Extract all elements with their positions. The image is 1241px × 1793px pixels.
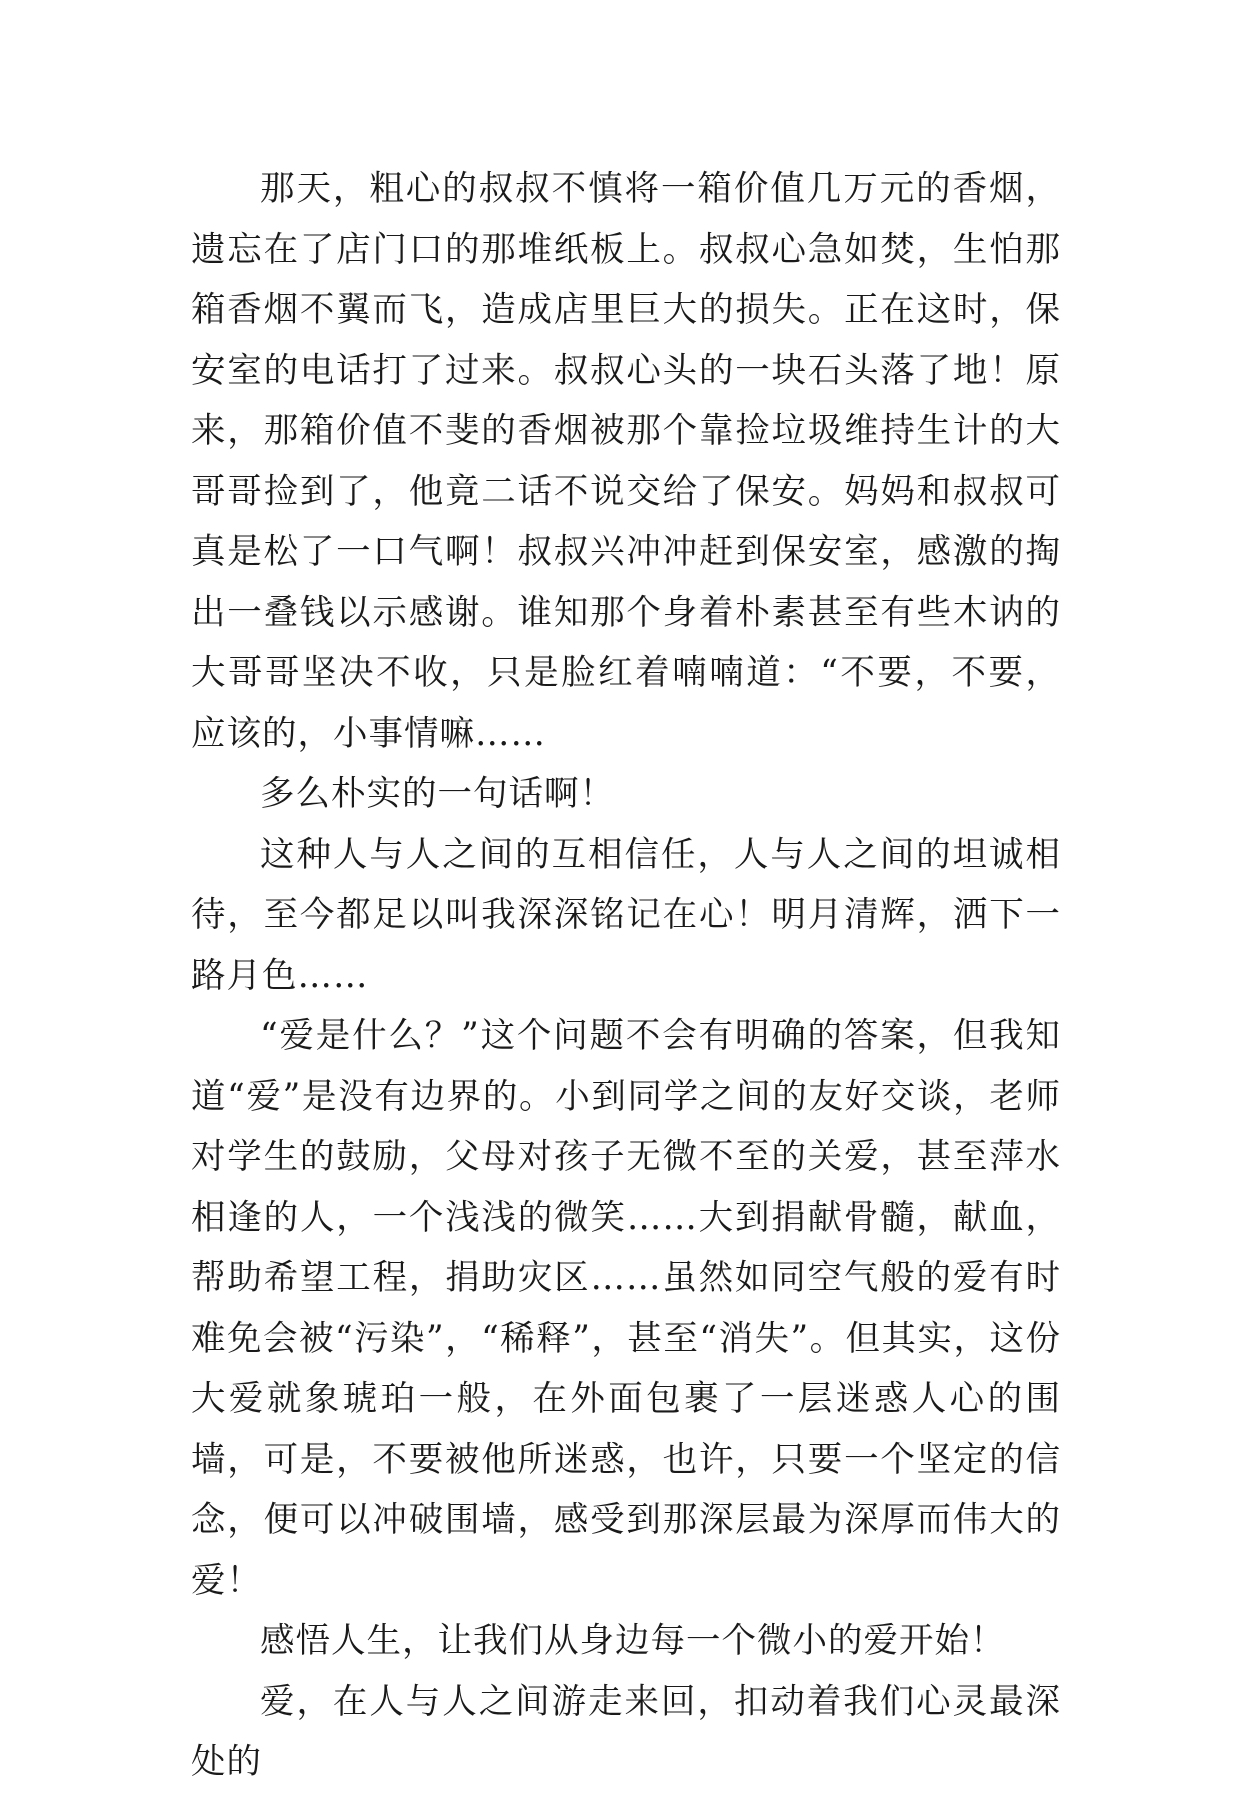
paragraph-love-between-people: 爱，在人与人之间游走来回，扣动着我们心灵最深处的 bbox=[191, 1681, 1061, 1782]
essay-body bbox=[191, 159, 1061, 1793]
paragraph-what-is-love: “爱是什么？”这个问题不会有明确的答案，但我知道“爱”是没有边界的。小到同学之间的友好交谈，老师对学生的鼓励，父母对孩子无微不至的关爱，甚至萍水相逢的人，一个浅浅的微笑……大到捐献骨髓，献血，帮助希望工程，捐助灾区……虽然如同空气般的爱有时难免会被“污染”，“稀释”，甚至“消失”。但其实，这份大爱就象琥珀一般，在外面包裹了一层迷惑人心的围墙，可是，不要被他所迷惑，也许，只要一个坚定的信念，便可以冲破围墙，感受到那深层最为深厚而伟大的爱！ bbox=[191, 1016, 1061, 1601]
paragraph-mutual-trust: 这种人与人之间的互相信任，人与人之间的坦诚相待，至今都足以叫我深深铭记在心！明月清辉，洒下一路月色…… bbox=[191, 834, 1061, 996]
paragraph-appreciate-life: 感悟人生，让我们从身边每一个微小的爱开始！ bbox=[260, 1621, 1006, 1661]
paragraph-lost-cigarettes: 那天，粗心的叔叔不慎将一箱价值几万元的香烟，遗忘在了店门口的那堆纸板上。叔叔心急如焚，生怕那箱香烟不翼而飞，造成店里巨大的损失。正在这时，保安室的电话打了过来。叔叔心头的一块石头落了地！原来，那箱价值不斐的香烟被那个靠捡垃圾维持生计的大哥哥捡到了，他竟二话不说交给了保安。妈妈和叔叔可真是松了一口气啊！叔叔兴冲冲赶到保安室，感激的掏出一叠钱以示感谢。谁知那个身着朴素甚至有些木讷的大哥哥坚决不收，只是脸红着喃喃道：“不要，不要，应该的，小事情嘛…… bbox=[191, 169, 1061, 754]
paragraph-simple-words: 多么朴实的一句话啊！ bbox=[260, 774, 615, 814]
